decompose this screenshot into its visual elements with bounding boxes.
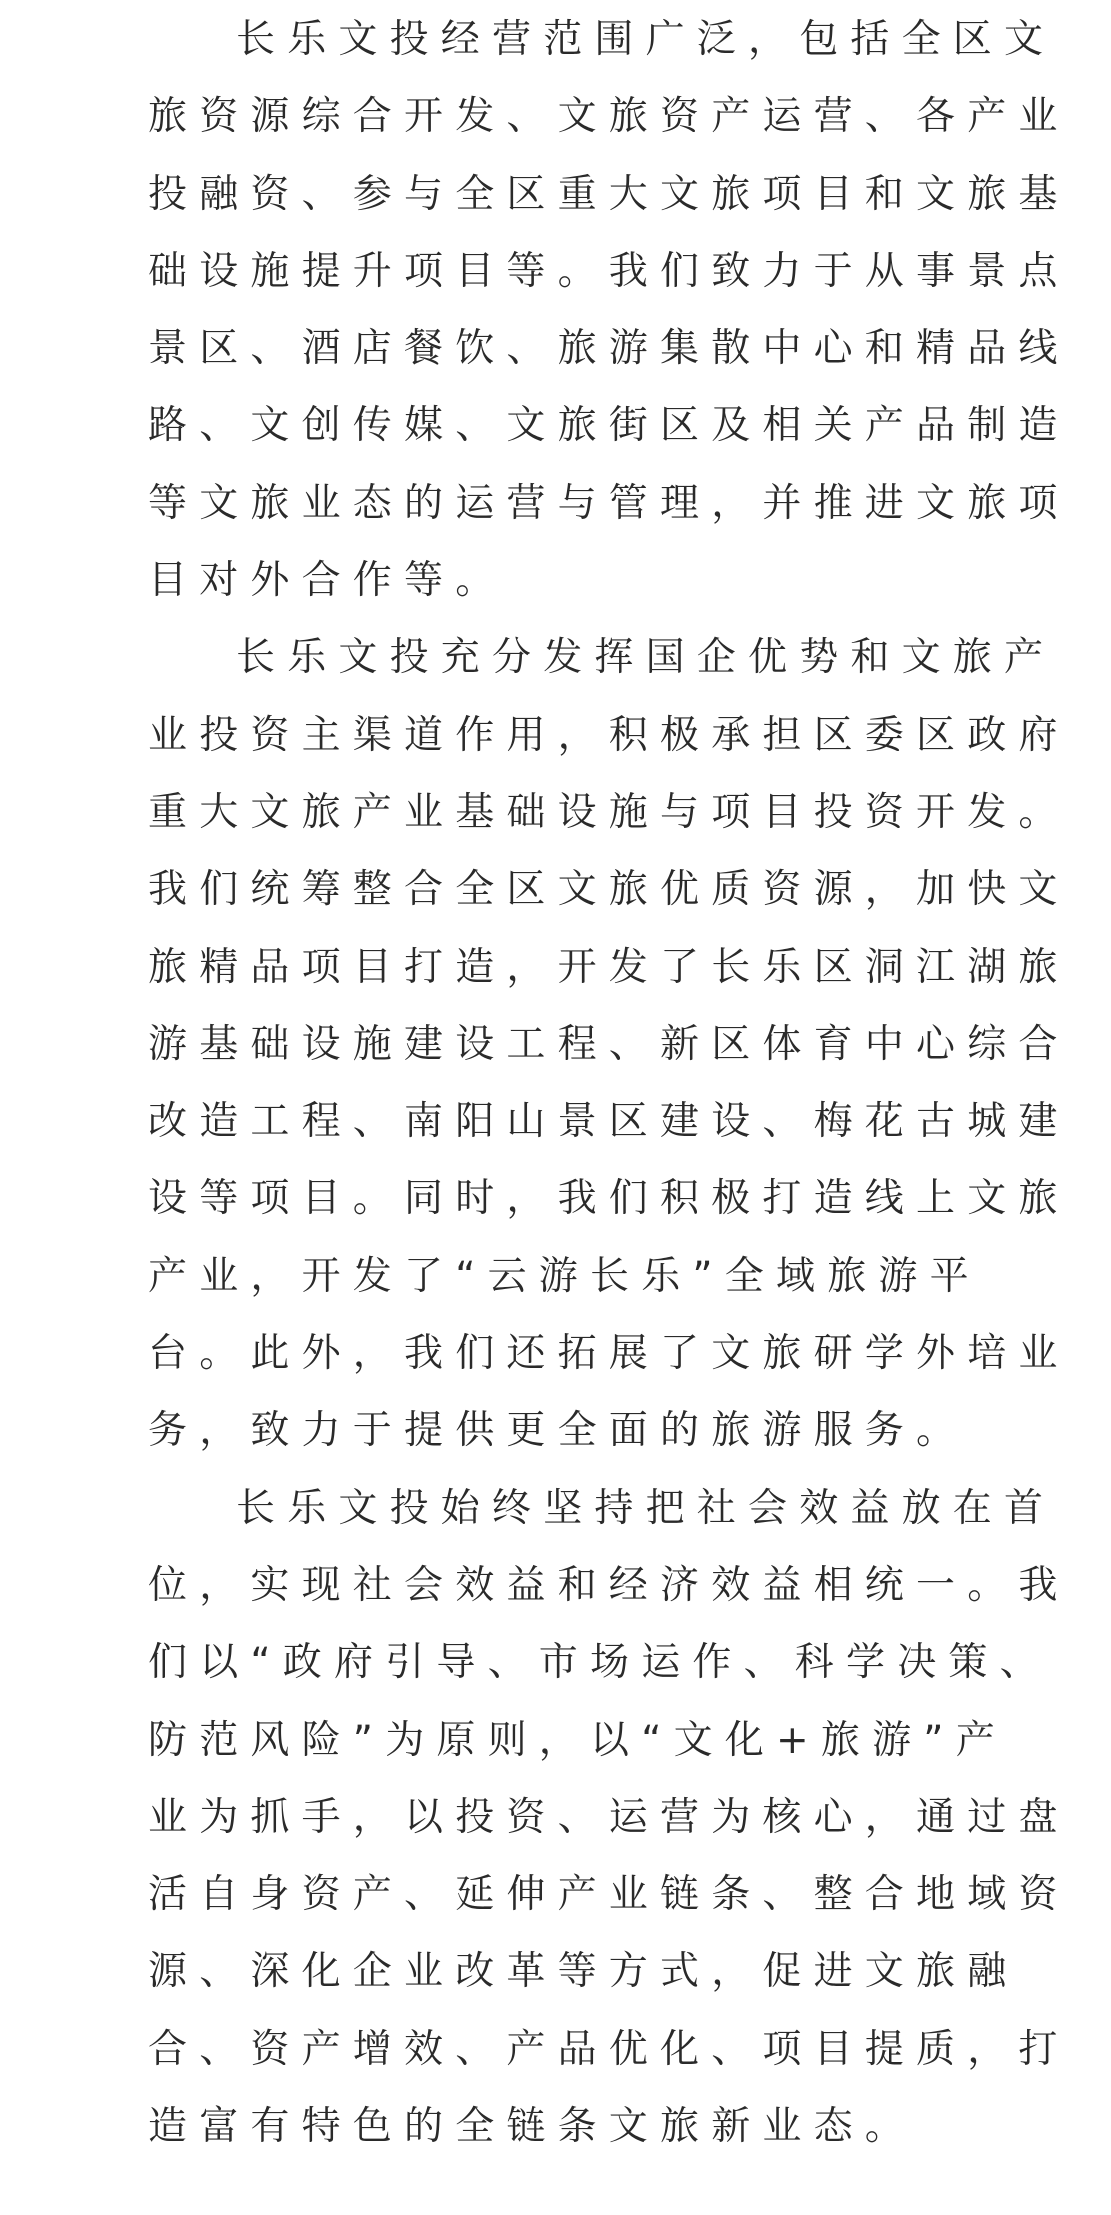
paragraph-line: 务，致力于提供更全面的旅游服务。	[148, 1408, 968, 1454]
paragraph-line: 防范风险”为原则，以“文化+旅游”产	[148, 1717, 1007, 1763]
paragraph-line: 业为抓手，以投资、运营为核心，通过盘	[148, 1794, 1070, 1840]
paragraph-line: 我们统筹整合全区文旅优质资源，加快文	[148, 867, 1070, 913]
paragraph-line: 台。此外，我们还拓展了文旅研学外培业	[148, 1331, 1070, 1377]
paragraph-3	[148, 1470, 1070, 2166]
paragraph-line: 目对外合作等。	[148, 558, 507, 604]
paragraph-line: 位，实现社会效益和经济效益相统一。我	[148, 1562, 1070, 1608]
paragraph-line: 业投资主渠道作用，积极承担区委区政府	[148, 712, 1070, 758]
paragraph-line: 产业，开发了“云游长乐”全域旅游平	[148, 1253, 981, 1299]
paragraph-1	[148, 1, 1070, 619]
paragraph-line: 造富有特色的全链条文旅新业态。	[148, 2104, 917, 2150]
paragraph-line: 长乐文投充分发挥国企优势和文旅产	[236, 635, 1056, 681]
paragraph-line: 游基础设施建设工程、新区体育中心综合	[148, 1021, 1070, 1067]
paragraph-line: 活自身资产、延伸产业链条、整合地域资	[148, 1872, 1070, 1918]
paragraph-line: 长乐文投始终坚持把社会效益放在首	[236, 1485, 1056, 1531]
paragraph-line: 源、深化企业改革等方式，促进文旅融	[148, 1949, 1019, 1995]
paragraph-line: 设等项目。同时，我们积极打造线上文旅	[148, 1176, 1070, 1222]
paragraph-line: 们以“政府引导、市场运作、科学决策、	[148, 1640, 1051, 1686]
article-body	[148, 1, 1070, 2165]
paragraph-line: 路、文创传媒、文旅街区及相关产品制造	[148, 403, 1070, 449]
paragraph-line: 投融资、参与全区重大文旅项目和文旅基	[148, 171, 1070, 217]
paragraph-line: 长乐文投经营范围广泛，包括全区文	[236, 17, 1056, 62]
paragraph-line: 旅资源综合开发、文旅资产运营、各产业	[148, 94, 1070, 140]
paragraph-line: 础设施提升项目等。我们致力于从事景点	[148, 248, 1070, 294]
paragraph-line: 景区、酒店餐饮、旅游集散中心和精品线	[148, 326, 1070, 372]
paragraph-line: 合、资产增效、产品优化、项目提质，打	[148, 2026, 1070, 2072]
paragraph-2	[148, 619, 1070, 1469]
paragraph-line: 等文旅业态的运营与管理，并推进文旅项	[148, 480, 1070, 526]
paragraph-line: 改造工程、南阳山景区建设、梅花古城建	[148, 1099, 1070, 1145]
paragraph-line: 重大文旅产业基础设施与项目投资开发。	[148, 789, 1070, 835]
paragraph-line: 旅精品项目打造，开发了长乐区洞江湖旅	[148, 944, 1070, 990]
